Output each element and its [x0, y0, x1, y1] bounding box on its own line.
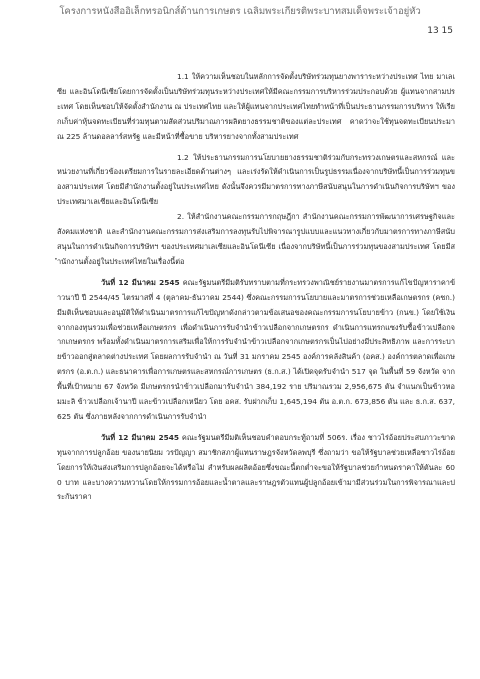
- page-number: 13 15: [427, 26, 453, 36]
- paragraph-date: วันที่ 12 มีนาคม 2545: [101, 277, 180, 287]
- paragraph-2: 2. ให้สำนักงานคณะกรรมการกฤษฎีกา สำนักงานคณะกรรมการพัฒนาการเศรษฐกิจและสังคมแห่งชาติ และสำนักงานคณะกรรมการส่งเสริมการลงทุนรับไปพิจารณารูปแบบและแนวทางเกี่ยวกับมาตรการทางภาษีสนับสนุนในการดำเนินกิจการบริษัทฯ ของประเทศมาเลเซียและอินโดนีเซีย เนื่องจากบริษัทนี้เป็นการร่วมทุนของสามประเทศ โดยมีสำนักงานตั้งอยู่ในประเทศไทยในเรื่องนี้ต่อ: [57, 212, 455, 266]
- paragraph-text: คณะรัฐมนตรีมีมติรับทราบตามที่กระทรวงพาณิชย์รายงานมาตรการแก้ไขปัญหาราคาข้าวนาปี ปี 2544/45 ไตรมาสที่ 4 (ตุลาคม-ธันวาคม 2544) ซึ่งคณะกรรมการนโยบายและมาตรการช่วยเหลือเกษตรกร (คชก.) มีมติเห็นชอบและอนุมัติให้ดำเนินมาตรการแก้ไขปัญหาดังกล่าวตามข้อเสนอของคณะกรรมการนโยบายข้าว (กนข.) โดยใช้เงินจากกองทุนรวมเพื่อช่วยเหลือเกษตรกร เพื่อดำเนินการรับจำนำข้าวเปลือกจากเกษตรกร ดำเนินการแทรกแซงรับซื้อข้าวเปลือกจากเกษตรกร พร้อมทั้งดำเนินมาตรการเสริมเพื่อให้การรับจำนำข้าวเปลือกจากเกษตรกรเป็นไปอย่างมีประสิทธิภาพ และการระบายข้าวออกสู่ตลาดต่างประเทศ โดยผลการรับจำนำ ณ วันที่ 31 มกราคม 2545 องค์การคลังสินค้า (อคส.) องค์การตลาดเพื่อเกษตรกร (อ.ต.ก.) และธนาคารเพื่อการเกษตรและสหกรณ์การเกษตร (ธ.ก.ส.) ได้เปิดจุดรับจำนำ 517 จุด ในพื้นที่ 59 จังหวัด จากพื้นที่เป้าหมาย 67 จังหวัด มีเกษตรกรนำข้าวเปลือกมารับจำนำ 384,192 ราย ปริมาณรวม 2,956,675 ตัน จำแนกเป็นข้าวหอมมะลิ ข้าวเปลือกเจ้านาปี และข้าวเปลือกเหนียว โดย อคส. รับฝากเก็บ 1,645,194 ตัน อ.ต.ก. 673,856 ตัน และ ธ.ก.ส. 637,625 ตัน ซึ่งภายหลังจากการดำเนินการรับจำนำ: [57, 277, 455, 421]
- document-header: โครงการหนังสืออิเล็กทรอนิกส์ด้านการเกษตร เฉลิมพระเกียรติพระบาทสมเด็จพระเจ้าอยู่หัว: [59, 6, 421, 17]
- paragraph-date: วันที่ 12 มีนาคม 2545: [101, 432, 180, 442]
- paragraph-1-2: 1.2 ให้ประธานกรรมการนโยบายยางธรรมชาติร่วมกับกระทรวงเกษตรและสหกรณ์ และหน่วยงานที่เกี่ยวข้องเตรียมการในรายละเอียดด้านต่างๆ และเร่งรัดให้ดำเนินการเป็นรูปธรรมเนื่องจากบริษัทนี้เป็นการร่วมทุนของสามประเทศ โดยมีสำนักงานตั้งอยู่ในประเทศไทย ดังนั้นจึงควรมีมาตรการทางภาษีสนับสนุนในการดำเนินกิจการบริษัทฯ ของประเทศมาเลเซียและอินโดนีเซีย: [57, 152, 455, 207]
- paragraph-text: คณะรัฐมนตรีมีมติเห็นชอบคำตอบกระทู้ถามที่ 506ร. เรื่อง ชาวไร่อ้อยประสบภาวะขาดทุนจากการปลูกอ้อย ของนายนิยม วรปัญญา สมาชิกสภาผู้แทนราษฎรจังหวัดลพบุรี ซึ่งถามว่า ขอให้รัฐบาลช่วยเหลือชาวไร่อ้อยโดยการให้เงินส่งเสริมการปลูกอ้อยจะได้หรือไม่ สำหรับผลผลิตอ้อยซึ่งขณะนี้ตกต่ำจะขอให้รัฐบาลช่วยกำหนดราคาให้ตันละ 600 บาท และบางความหวานโดยให้กรรมการอ้อยและน้ำตาลและราษฎรตัวแทนผู้ปลูกอ้อยเข้ามามีส่วนร่วมในการพิจารณาและประกันราคา: [57, 432, 455, 502]
- paragraph-rice-pledging: [57, 276, 455, 425]
- paragraph-1-1: 1.1 ให้ความเห็นชอบในหลักการจัดตั้งบริษัทร่วมทุนยางพาราระหว่างประเทศ ไทย มาเลเซีย และอินโดนีเซียโดยการจัดตั้งเป็นบริษัทร่วมทุนระหว่างประเทศให้มีคณะกรรมการบริหารร่วมประกอบด้วย ผู้แทนจากสามประเทศ โดยเห็นชอบให้จัดตั้งสำนักงาน ณ ประเทศไทย และให้ผู้แทนจากประเทศไทยทำหน้าที่เป็นประธานกรรมการบริหาร ให้เรียกเก็บค่าหุ้นจดทะเบียนที่ร่วมทุนตามสัดส่วนปริมาณการผลิตยางธรรมชาติของแต่ละประเทศ คาดว่าจะใช้ทุนจดทะเบียนประมาณ 225 ล้านดอลลาร์สหรัฐ และมีหน้าที่ซื้อขาย บริหารยางจากทั้งสามประเทศ: [57, 72, 455, 141]
- paragraph-sugarcane: [57, 431, 455, 506]
- document-body: [57, 70, 455, 505]
